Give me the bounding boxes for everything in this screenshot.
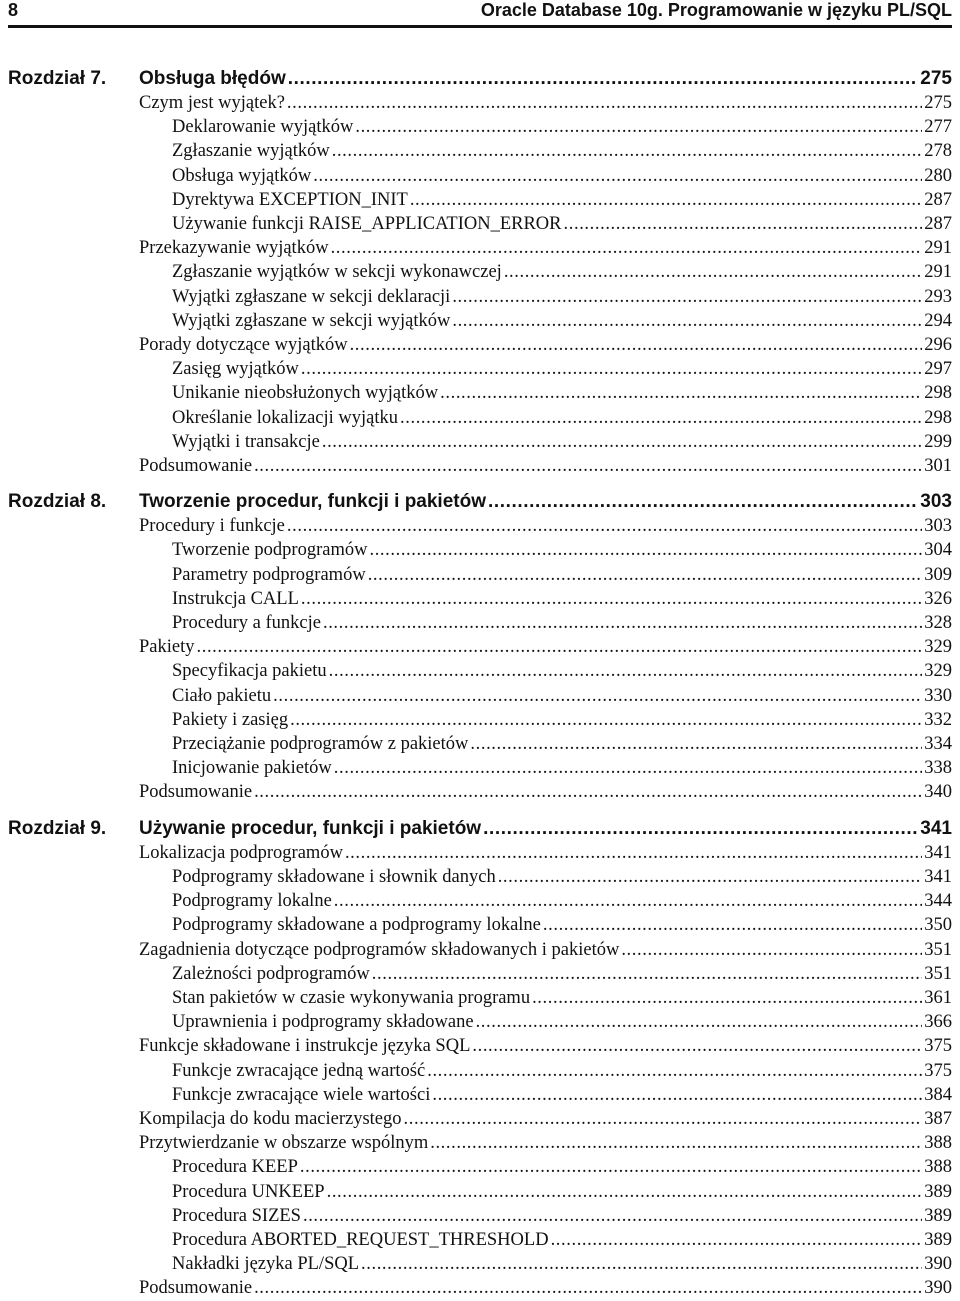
entry-title: Tworzenie podprogramów bbox=[172, 540, 368, 561]
toc-entry[interactable] bbox=[172, 164, 952, 188]
entry-page: 294 bbox=[924, 310, 952, 331]
dot-leader bbox=[504, 260, 922, 284]
entry-page: 303 bbox=[924, 516, 952, 537]
toc-entry[interactable] bbox=[139, 1034, 952, 1058]
dot-leader bbox=[355, 115, 922, 139]
entry-title: Określanie lokalizacji wyjątku bbox=[172, 407, 399, 428]
book-title: Oracle Database 10g. Programowanie w języku PL/SQL bbox=[480, 0, 952, 20]
chapter-label: Rozdział 8. bbox=[8, 491, 107, 513]
entry-page: 328 bbox=[924, 613, 952, 634]
dot-leader bbox=[498, 865, 923, 889]
entry-page: 389 bbox=[924, 1205, 952, 1226]
entry-title: Procedura ABORTED_REQUEST_THRESHOLD bbox=[172, 1229, 549, 1250]
entry-page: 341 bbox=[924, 842, 952, 863]
entry-title: Nakładki języka PL/SQL bbox=[172, 1254, 360, 1275]
chapter-title: Tworzenie procedur, funkcji i pakietów bbox=[139, 491, 486, 513]
toc-entry[interactable] bbox=[172, 430, 952, 454]
dot-leader bbox=[329, 659, 923, 683]
toc-entry[interactable] bbox=[139, 1131, 952, 1155]
entry-page: 389 bbox=[924, 1181, 952, 1202]
dot-leader bbox=[430, 1131, 922, 1155]
chapter-page: 303 bbox=[920, 491, 952, 513]
dot-leader bbox=[369, 538, 922, 562]
toc-entry[interactable] bbox=[172, 889, 952, 913]
entry-title: Podprogramy lokalne bbox=[172, 891, 332, 912]
chapter-title: Używanie procedur, funkcji i pakietów bbox=[139, 817, 482, 839]
toc-entry[interactable] bbox=[172, 115, 952, 139]
entry-page: 375 bbox=[924, 1036, 952, 1057]
toc-entry[interactable] bbox=[172, 1155, 952, 1179]
entry-page: 390 bbox=[924, 1278, 952, 1299]
dot-leader bbox=[361, 1252, 922, 1276]
entry-title: Unikanie nieobsłużonych wyjątków bbox=[172, 383, 439, 404]
entry-page: 332 bbox=[924, 709, 952, 730]
entry-page: 384 bbox=[924, 1084, 952, 1105]
entry-page: 304 bbox=[924, 540, 952, 561]
dot-leader bbox=[332, 139, 923, 163]
dot-leader bbox=[543, 913, 922, 937]
dot-leader bbox=[551, 1228, 923, 1252]
entry-page: 287 bbox=[924, 189, 952, 210]
entry-title: Zgłaszanie wyjątków w sekcji wykonawczej bbox=[172, 262, 502, 283]
entry-title: Procedura UNKEEP bbox=[172, 1181, 325, 1202]
entry-title: Zasięg wyjątków bbox=[172, 359, 299, 380]
dot-leader bbox=[368, 563, 923, 587]
toc-entry[interactable] bbox=[172, 865, 952, 889]
dot-leader bbox=[334, 756, 922, 780]
entry-title: Zależności podprogramów bbox=[172, 963, 370, 984]
entry-title: Zagadnienia dotyczące podprogramów składowanych i pakietów bbox=[139, 939, 620, 960]
toc-entry[interactable] bbox=[139, 454, 952, 478]
entry-title: Podsumowanie bbox=[139, 1278, 253, 1299]
dot-leader bbox=[532, 986, 922, 1010]
entry-title: Procedury i funkcje bbox=[139, 516, 285, 537]
dot-leader bbox=[488, 490, 918, 514]
chapter-title: Obsługa błędów bbox=[139, 68, 286, 89]
chapter-label: Rozdział 7. bbox=[8, 68, 107, 89]
entry-title: Parametry podprogramów bbox=[172, 564, 366, 585]
dot-leader bbox=[197, 635, 923, 659]
entry-title: Ciało pakietu bbox=[172, 685, 272, 706]
entry-title: Przeciążanie podprogramów z pakietów bbox=[172, 734, 469, 755]
dot-leader bbox=[303, 1204, 922, 1228]
toc-entry[interactable] bbox=[172, 756, 952, 780]
dot-leader bbox=[470, 732, 922, 756]
dot-leader bbox=[410, 188, 922, 212]
toc-chapter bbox=[8, 490, 952, 804]
dot-leader bbox=[472, 1034, 922, 1058]
dot-leader bbox=[327, 1180, 923, 1204]
toc-entry[interactable] bbox=[172, 1204, 952, 1228]
dot-leader bbox=[564, 212, 923, 236]
entry-page: 389 bbox=[924, 1229, 952, 1250]
toc-entry[interactable] bbox=[172, 357, 952, 381]
dot-leader bbox=[334, 889, 922, 913]
dot-leader bbox=[452, 309, 922, 333]
toc-entry[interactable] bbox=[139, 1107, 952, 1131]
dot-leader bbox=[372, 962, 922, 986]
entry-title: Wyjątki zgłaszane w sekcji deklaracji bbox=[172, 286, 451, 307]
dot-leader bbox=[273, 684, 922, 708]
chapter-label: Rozdział 9. bbox=[8, 817, 107, 839]
toc-entry[interactable] bbox=[172, 139, 952, 163]
toc-chapter bbox=[8, 67, 952, 478]
entry-title: Funkcje zwracające jedną wartość bbox=[172, 1060, 426, 1081]
entry-page: 375 bbox=[924, 1060, 952, 1081]
entry-page: 350 bbox=[924, 915, 952, 936]
dot-leader bbox=[254, 454, 922, 478]
entry-title: Przekazywanie wyjątków bbox=[139, 238, 329, 259]
toc-entry[interactable] bbox=[172, 986, 952, 1010]
dot-leader bbox=[427, 1059, 922, 1083]
chapter-heading[interactable] bbox=[139, 490, 952, 514]
toc-entry[interactable] bbox=[139, 1276, 952, 1300]
toc-entry[interactable] bbox=[172, 1010, 952, 1034]
entry-page: 278 bbox=[924, 141, 952, 162]
toc-entry[interactable] bbox=[139, 841, 952, 865]
chapter-heading[interactable] bbox=[139, 67, 952, 91]
dot-leader bbox=[322, 430, 922, 454]
toc-entry[interactable] bbox=[172, 538, 952, 562]
toc-entry[interactable] bbox=[172, 659, 952, 683]
toc-entry[interactable] bbox=[172, 406, 952, 430]
entry-title: Procedura SIZES bbox=[172, 1205, 301, 1226]
entry-title: Specyfikacja pakietu bbox=[172, 661, 327, 682]
toc-entry[interactable] bbox=[172, 1228, 952, 1252]
toc-entry[interactable] bbox=[172, 913, 952, 937]
dot-leader bbox=[350, 333, 923, 357]
entry-title: Instrukcja CALL bbox=[172, 588, 299, 609]
toc-entry[interactable] bbox=[172, 1083, 952, 1107]
entry-page: 326 bbox=[924, 588, 952, 609]
toc-entry[interactable] bbox=[172, 188, 952, 212]
toc-entry[interactable] bbox=[172, 285, 952, 309]
toc-entry[interactable] bbox=[172, 708, 952, 732]
entry-page: 344 bbox=[924, 891, 952, 912]
chapter-heading[interactable] bbox=[139, 817, 952, 841]
toc-entry[interactable] bbox=[139, 333, 952, 357]
entry-page: 390 bbox=[924, 1254, 952, 1275]
toc-entry[interactable] bbox=[172, 309, 952, 333]
entry-page: 287 bbox=[924, 214, 952, 235]
entry-page: 296 bbox=[924, 335, 952, 356]
toc-entry[interactable] bbox=[172, 587, 952, 611]
dot-leader bbox=[432, 1083, 922, 1107]
entry-page: 329 bbox=[924, 637, 952, 658]
dot-leader bbox=[476, 1010, 923, 1034]
dot-leader bbox=[404, 1107, 923, 1131]
entry-title: Lokalizacja podprogramów bbox=[139, 842, 343, 863]
entry-page: 361 bbox=[924, 987, 952, 1008]
running-header bbox=[8, 0, 952, 22]
toc-entry[interactable] bbox=[139, 236, 952, 260]
toc-entry[interactable] bbox=[172, 381, 952, 405]
entry-title: Procedury a funkcje bbox=[172, 613, 321, 634]
entry-title: Pakiety i zasięg bbox=[172, 709, 289, 730]
entry-page: 330 bbox=[924, 685, 952, 706]
toc-entry[interactable] bbox=[172, 962, 952, 986]
entry-title: Podprogramy składowane i słownik danych bbox=[172, 866, 496, 887]
entry-page: 293 bbox=[924, 286, 952, 307]
entry-title: Deklarowanie wyjątków bbox=[172, 117, 354, 138]
entry-title: Porady dotyczące wyjątków bbox=[139, 335, 348, 356]
entry-page: 334 bbox=[924, 734, 952, 755]
dot-leader bbox=[621, 938, 922, 962]
dot-leader bbox=[331, 236, 923, 260]
dot-leader bbox=[313, 164, 922, 188]
entry-title: Wyjątki zgłaszane w sekcji wyjątków bbox=[172, 310, 451, 331]
entry-title: Stan pakietów w czasie wykonywania programu bbox=[172, 987, 531, 1008]
dot-leader bbox=[400, 406, 922, 430]
toc-entry[interactable] bbox=[172, 260, 952, 284]
entry-page: 351 bbox=[924, 963, 952, 984]
entry-title: Dyrektywa EXCEPTION_INIT bbox=[172, 189, 408, 210]
entry-title: Funkcje zwracające wiele wartości bbox=[172, 1084, 431, 1105]
toc-entry[interactable] bbox=[172, 212, 952, 236]
toc-entry[interactable] bbox=[139, 780, 952, 804]
toc-entry[interactable] bbox=[139, 635, 952, 659]
entry-page: 341 bbox=[924, 866, 952, 887]
entry-title: Inicjowanie pakietów bbox=[172, 758, 332, 779]
entry-title: Czym jest wyjątek? bbox=[139, 93, 285, 113]
dot-leader bbox=[483, 817, 918, 841]
dot-leader bbox=[301, 357, 922, 381]
entry-page: 298 bbox=[924, 383, 952, 404]
entry-page: 301 bbox=[924, 456, 952, 477]
dot-leader bbox=[254, 780, 922, 804]
dot-leader bbox=[300, 1155, 922, 1179]
entry-page: 299 bbox=[924, 431, 952, 452]
dot-leader bbox=[290, 708, 922, 732]
entry-title: Podsumowanie bbox=[139, 782, 253, 803]
dot-leader bbox=[301, 587, 922, 611]
entry-title: Wyjątki i transakcje bbox=[172, 431, 320, 452]
entry-title: Obsługa wyjątków bbox=[172, 165, 312, 186]
entry-title: Podsumowanie bbox=[139, 456, 253, 477]
entry-page: 297 bbox=[924, 359, 952, 380]
entry-title: Używanie funkcji RAISE_APPLICATION_ERROR bbox=[172, 214, 562, 235]
entry-page: 277 bbox=[924, 117, 952, 138]
toc-entry[interactable] bbox=[172, 611, 952, 635]
entry-title: Podprogramy składowane a podprogramy lokalne bbox=[172, 915, 541, 936]
entry-title: Kompilacja do kodu macierzystego bbox=[139, 1108, 402, 1129]
entry-page: 291 bbox=[924, 238, 952, 259]
table-of-contents bbox=[8, 67, 952, 1301]
toc-entry[interactable] bbox=[172, 563, 952, 587]
entry-page: 338 bbox=[924, 758, 952, 779]
entry-title: Uprawnienia i podprogramy składowane bbox=[172, 1012, 474, 1033]
entry-page: 351 bbox=[924, 939, 952, 960]
toc-entry[interactable] bbox=[139, 938, 952, 962]
chapter-page: 341 bbox=[920, 817, 952, 839]
entry-page: 329 bbox=[924, 661, 952, 682]
page-number: 8 bbox=[8, 0, 19, 20]
entry-page: 275 bbox=[924, 93, 952, 113]
header-rule bbox=[8, 25, 952, 28]
dot-leader bbox=[288, 67, 919, 91]
dot-leader bbox=[452, 285, 922, 309]
entry-page: 366 bbox=[924, 1012, 952, 1033]
toc-entry[interactable] bbox=[172, 1180, 952, 1204]
entry-page: 388 bbox=[924, 1157, 952, 1178]
chapter-page: 275 bbox=[920, 68, 952, 89]
entry-title: Zgłaszanie wyjątków bbox=[172, 141, 330, 162]
dot-leader bbox=[440, 381, 922, 405]
entry-title: Pakiety bbox=[139, 637, 195, 658]
entry-title: Funkcje składowane i instrukcje języka SQL bbox=[139, 1036, 471, 1057]
toc-entry[interactable] bbox=[139, 91, 952, 115]
dot-leader bbox=[287, 91, 922, 115]
toc-entry[interactable] bbox=[139, 514, 952, 538]
dot-leader bbox=[254, 1276, 922, 1300]
dot-leader bbox=[345, 841, 922, 865]
dot-leader bbox=[323, 611, 922, 635]
entry-page: 387 bbox=[924, 1108, 952, 1129]
entry-title: Procedura KEEP bbox=[172, 1157, 298, 1178]
toc-entry[interactable] bbox=[172, 684, 952, 708]
entry-page: 298 bbox=[924, 407, 952, 428]
entry-page: 309 bbox=[924, 564, 952, 585]
toc-entry[interactable] bbox=[172, 1252, 952, 1276]
entry-page: 388 bbox=[924, 1133, 952, 1154]
toc-entry[interactable] bbox=[172, 1059, 952, 1083]
toc-chapter bbox=[8, 817, 952, 1301]
entry-page: 291 bbox=[924, 262, 952, 283]
entry-page: 340 bbox=[924, 782, 952, 803]
dot-leader bbox=[287, 514, 922, 538]
entry-page: 280 bbox=[924, 165, 952, 186]
entry-title: Przytwierdzanie w obszarze wspólnym bbox=[139, 1133, 429, 1154]
toc-entry[interactable] bbox=[172, 732, 952, 756]
